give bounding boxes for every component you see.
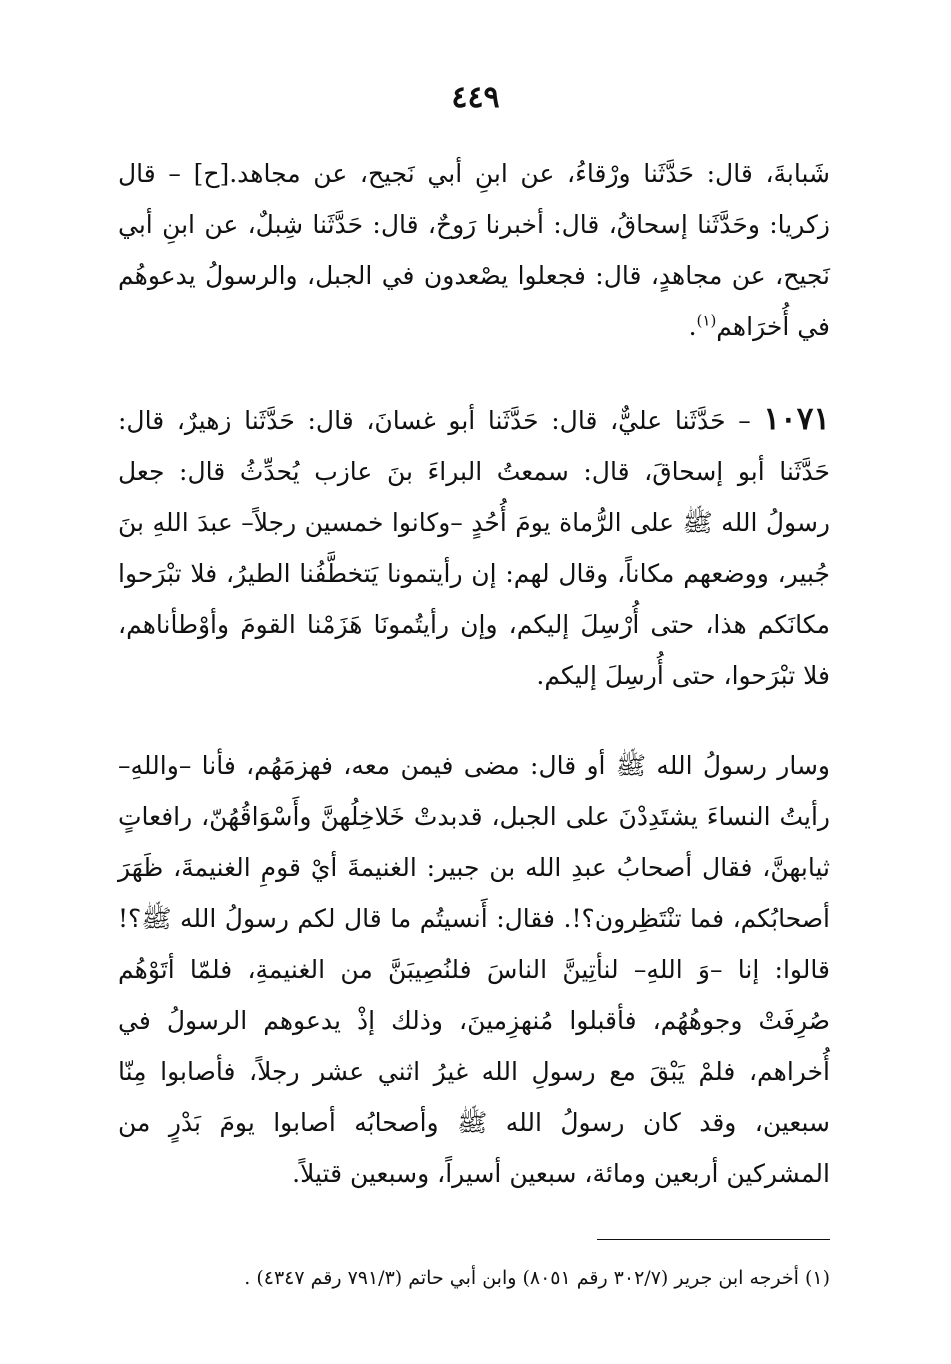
paragraph-continuation (118, 148, 830, 352)
hadith-paragraph (118, 394, 830, 701)
narrative-text: وسار رسولُ الله ﷺ أو قال: مضى فيمن معه، فهزمَهُم، فأنا –واللهِ– رأيتُ النساءَ يشتَدِدْنَ على الجبل، قدبدتْ خَلاخِلُهنَّ وأَسْوَاقُهُنّ، رافعاتٍ ثيابهنَّ، فقال أصحابُ عبدِ الله بن جبير: الغنيمةَ أيْ قومِ الغنيمةَ، ظَهَرَ أصحابُكم، فما تنْتَظِرون؟!. فقال: أَنسيتُم ما قال لكم رسولُ الله ﷺ؟! قالوا: إنا –وَ اللهِ– لنأتِينَّ الناسَ فلنُصِيبَنَّ من الغنيمةِ، فلمّا أتَوْهُم صُرِفَتْ وجوهُهُم، فأقبلوا مُنهزِمينَ، وذلك إذْ يدعوهم الرسولُ في أُخراهم، فلمْ يَبْقَ مع رسولِ الله غيرُ اثني عشر رجلاً، فأصابوا مِنّا سبعين، وقد كان رسولُ الله ﷺ وأصحابُه أصابوا يومَ بَدْرٍ من المشركين أربعين ومائة، سبعين أسيراً، وسبعين قتيلاً. (118, 751, 830, 1188)
footnote-reference: (١) (696, 311, 717, 330)
paragraph-1-text: شَبابةَ، قال: حَدَّثَنا ورْقاءُ، عن ابنِ أبي نَجيح، عن مجاهد.[ح] – قال زكريا: وحَدَّثَنا إسحاقُ، قال: أخبرنا رَوحٌ، قال: حَدَّثَنا شِبلٌ، عن ابنِ أبي نَجيح، عن مجاهدٍ، قال: فجعلوا يصْعدون في الجبل، والرسولُ يدعوهُم في أُخرَاهم (118, 159, 830, 341)
footnote-separator (597, 1239, 830, 1240)
paragraph-1-end: . (688, 312, 697, 341)
page-number: ٤٤٩ (451, 80, 500, 115)
narrative-paragraph (118, 740, 830, 1199)
footnote (118, 1262, 830, 1294)
hadith-number: ١٠٧١ (763, 401, 830, 437)
hadith-text: – حَدَّثَنا عليٌّ، قال: حَدَّثَنا أبو غسانَ، قال: حَدَّثَنا زهيرٌ، قال: حَدَّثَنا أبو إسحاقَ، قال: سمعتُ البراءَ بنَ عازب يُحدِّثُ قال: جعل رسولُ الله ﷺ على الرُّماة يومَ أُحُدٍ –وكانوا خمسين رجلاً– عبدَ اللهِ بنَ جُبير، ووضعهم مكاناً، وقال لهم: إن رأيتمونا يَتخطَّفُنا الطيرُ، فلا تبْرَحوا مكانَكم هذا، حتى أُرْسِلَ إليكم، وإن رأيتُمونَا هَزَمْنا القومَ وأوْطأناهم، فلا تبْرَحوا، حتى أُرسِلَ إليكم. (118, 406, 830, 690)
footnote-text: (١) أخرجه ابن جرير (٣٠٢/٧ رقم ٨٠٥١) وابن أبي حاتم (٧٩١/٣ رقم ٤٣٤٧) . (244, 1267, 830, 1289)
